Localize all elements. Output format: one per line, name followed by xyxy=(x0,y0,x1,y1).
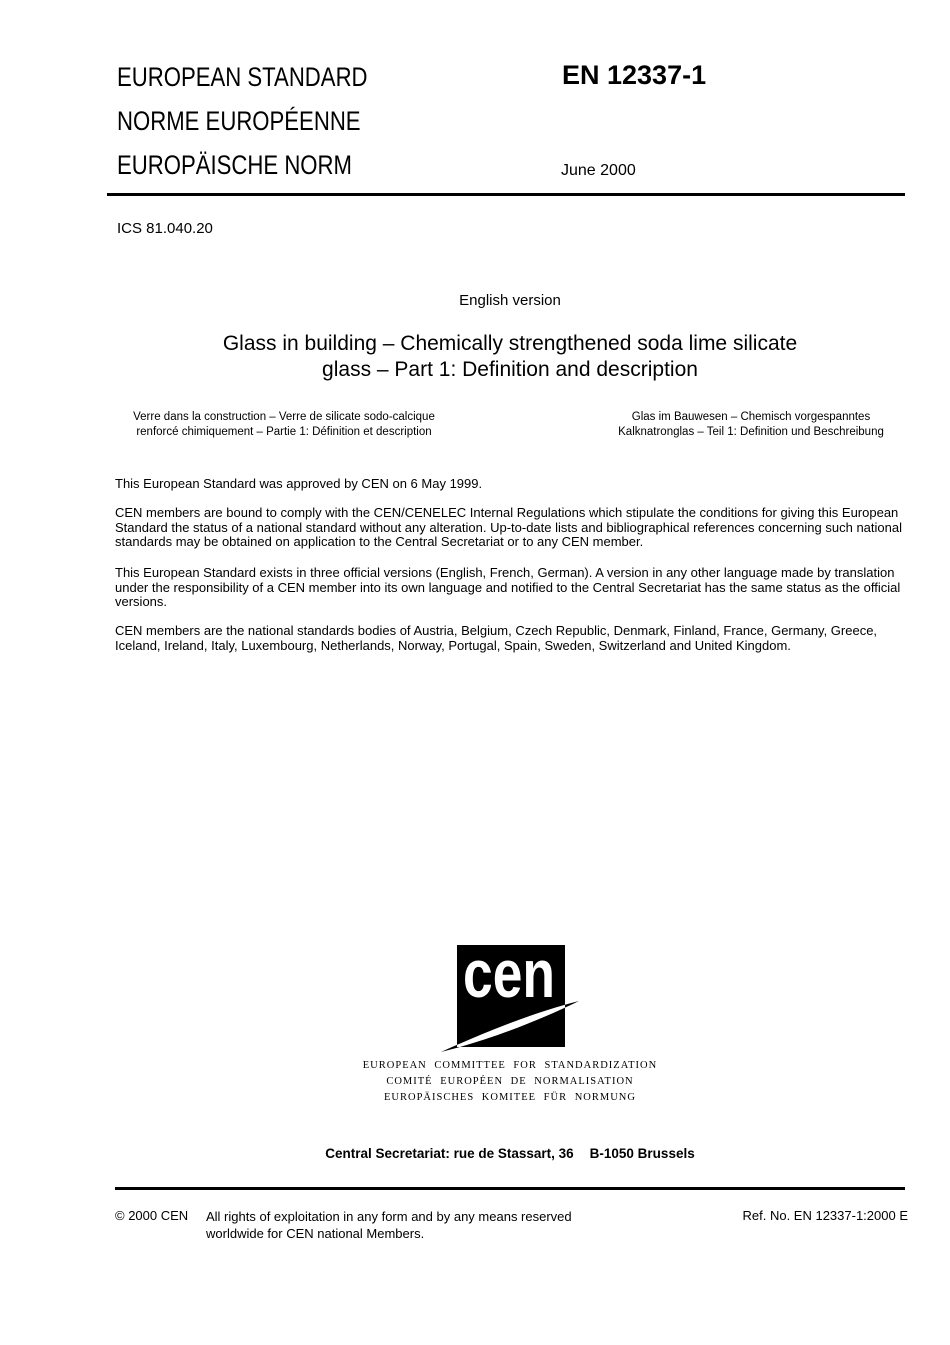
document-title xyxy=(115,331,905,383)
title-german xyxy=(590,410,912,439)
secretariat-line xyxy=(115,1146,905,1161)
committee-name-french: COMITÉ EUROPÉEN DE NORMALISATION xyxy=(386,1076,634,1087)
paragraph-members: CEN members are the national standards bodies of Austria, Belgium, Czech Republic, Denmark, Finland, France, Germany, Greece, Iceland, Ireland, Italy, Luxembourg, Netherlands, Norway, Portugal, Spain, Sweden, Switzerland and United Kingdom. xyxy=(115,623,878,653)
secretariat-address: Central Secretariat: rue de Stassart, 36 xyxy=(325,1146,574,1161)
ics-code: ICS 81.040.20 xyxy=(117,220,213,237)
standard-number: EN 12337-1 xyxy=(562,60,707,90)
standard-name-german: EUROPÄISCHE NORM xyxy=(117,150,352,180)
footer-rule xyxy=(115,1187,905,1190)
copyright-notice: © 2000 CEN xyxy=(115,1208,189,1223)
paragraph-versions: This European Standard exists in three official versions (English, French, German). A version in any other language made by translation under the responsibility of a CEN member into its own language and notified to the Central Secretariat has the same status as the official versions. xyxy=(115,565,901,610)
version-label: English version xyxy=(459,292,561,309)
header-rule xyxy=(107,193,905,196)
publication-date: June 2000 xyxy=(561,162,636,179)
rights-statement-line-1: All rights of exploitation in any form and by any means reserved xyxy=(206,1209,572,1224)
title-german-line-2: Kalknatronglas – Teil 1: Definition und Beschreibung xyxy=(618,425,884,438)
rights-statement xyxy=(206,1208,766,1242)
paragraph-approval: This European Standard was approved by CEN on 6 May 1999. xyxy=(115,476,483,491)
rights-statement-line-2: worldwide for CEN national Members. xyxy=(206,1226,425,1241)
title-german-line-1: Glas im Bauwesen – Chemisch vorgespanntes xyxy=(631,411,871,423)
committee-names xyxy=(115,1058,905,1106)
secretariat-city: B-1050 Brussels xyxy=(589,1146,695,1161)
title-french xyxy=(112,410,456,439)
document-title-line-1: Glass in building – Chemically strengthened soda lime silicate xyxy=(222,332,798,355)
reference-number: Ref. No. EN 12337-1:2000 E xyxy=(742,1208,908,1223)
title-french-line-2: renforcé chimiquement – Partie 1: Définition et description xyxy=(136,425,432,438)
title-french-line-1: Verre dans la construction – Verre de silicate sodo-calcique xyxy=(133,411,435,423)
cen-logo-graphic xyxy=(440,940,580,1055)
standard-name-english: EUROPEAN STANDARD xyxy=(117,62,368,92)
cen-logo xyxy=(440,940,580,1055)
committee-name-german: EUROPÄISCHES KOMITEE FÜR NORMUNG xyxy=(384,1092,636,1103)
document-title-line-2: glass – Part 1: Definition and description xyxy=(322,358,698,381)
paragraph-regulations: CEN members are bound to comply with the CEN/CENELEC Internal Regulations which stipulate the conditions for giving this European Standard the status of a national standard without any alteration. Up-to-date lists and bibliographical references concerning such national standards may be obtained on application to the Central Secretariat or to any CEN member. xyxy=(115,505,902,550)
logo-wordmark: cen xyxy=(463,940,555,1012)
standard-name-french: NORME EUROPÉENNE xyxy=(117,106,361,136)
committee-name-english: EUROPEAN COMMITTEE FOR STANDARDIZATION xyxy=(362,1060,658,1071)
